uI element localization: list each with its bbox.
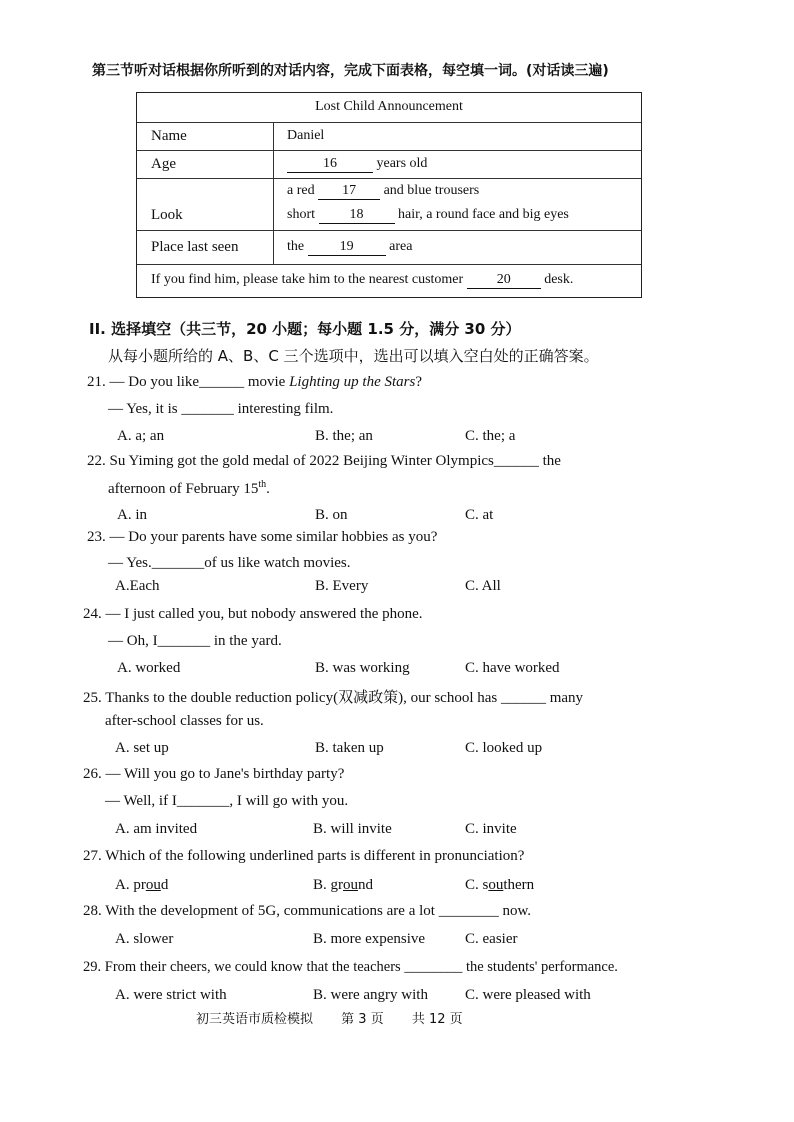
q24-option-b: B. was working <box>315 660 410 676</box>
blank-16: 16 <box>287 156 373 173</box>
q26-option-a: A. am invited <box>115 821 198 837</box>
lost-child-table <box>136 92 642 298</box>
q21-answer-line: — Yes, it is _______ interesting film. <box>108 401 334 417</box>
q27-option-a: A. proud <box>115 877 169 893</box>
question-27: 27. Which of the following underlined parts is different in pronunciation? <box>83 848 525 864</box>
q29-option-a: A. were strict with <box>115 987 227 1003</box>
name-value: Daniel <box>287 128 325 143</box>
blank-18: 18 <box>319 207 395 224</box>
look2-suffix: hair, a round face and big eyes <box>398 207 569 222</box>
footer-suffix: desk. <box>544 272 574 287</box>
age-label: Age <box>151 156 176 172</box>
blank-20: 20 <box>467 272 541 289</box>
q22-option-a: A. in <box>117 507 147 523</box>
question-25: 25. Thanks to the double reduction policy(双减政策), our school has ______ many <box>83 690 584 706</box>
section2-instruction: 从每小题所给的 A、B、C 三个选项中，选出可以填入空白处的正确答案。 <box>108 347 599 365</box>
section3-header: 第三节听对话根据你所听到的对话内容，完成下面表格，每空填一词。(对话读三遍) <box>92 63 609 79</box>
question-28: 28. With the development of 5G, communications are a lot ________ now. <box>83 903 532 919</box>
q22-option-c: C. at <box>465 507 494 523</box>
q26-line2: — Well, if I_______, I will go with you. <box>105 793 349 809</box>
question-21: 21. — Do you like______ movie Lighting up the Stars? <box>87 374 423 390</box>
q26-option-b: B. will invite <box>313 821 392 837</box>
q27-option-b: B. ground <box>313 877 373 893</box>
table-title-row <box>137 93 641 123</box>
look1-prefix: a red <box>287 183 315 198</box>
question-23: 23. — Do your parents have some similar hobbies as you? <box>87 529 438 545</box>
place-row <box>137 231 641 265</box>
q22-option-b: B. on <box>315 507 348 523</box>
name-row <box>137 123 641 151</box>
q25-option-c: C. looked up <box>465 740 543 756</box>
q28-option-c: C. easier <box>465 931 518 947</box>
page-footer <box>196 1008 487 1027</box>
q28-option-a: A. slower <box>115 931 174 947</box>
blank-19: 19 <box>308 239 386 256</box>
q25-option-b: B. taken up <box>315 740 384 756</box>
q29-option-b: B. were angry with <box>313 987 428 1003</box>
q24-option-a: A. worked <box>117 660 181 676</box>
q21-option-b: B. the; an <box>315 428 373 444</box>
place-prefix: the <box>287 239 305 254</box>
name-label: Name <box>151 128 187 144</box>
q26-option-c: C. invite <box>465 821 517 837</box>
age-suffix: years old <box>376 156 428 171</box>
question-22: 22. Su Yiming got the gold medal of 2022 Beijing Winter Olympics______ the <box>87 453 561 469</box>
q23-option-c: C. All <box>465 578 501 594</box>
q28-option-b: B. more expensive <box>313 931 426 947</box>
look-label: Look <box>151 207 183 223</box>
look1-suffix: and blue trousers <box>383 183 480 198</box>
footer-total: 共 12 页 <box>411 1012 463 1027</box>
table-title: Lost Child Announcement <box>315 99 463 114</box>
age-row <box>137 151 641 179</box>
q21-option-c: C. the; a <box>465 428 516 444</box>
column-divider <box>273 123 274 265</box>
q23-option-a: A.Each <box>115 578 160 594</box>
q24-option-c: C. have worked <box>465 660 560 676</box>
q22-line2: afternoon of February 15th. <box>108 479 270 497</box>
place-label: Place last seen <box>151 239 239 255</box>
footer-page: 第 3 页 <box>341 1012 384 1027</box>
q27-option-c: C. southern <box>465 877 535 893</box>
q25-line2: after-school classes for us. <box>105 713 264 729</box>
q29-option-c: C. were pleased with <box>465 987 591 1003</box>
question-24: 24. — I just called you, but nobody answered the phone. <box>83 606 423 622</box>
q24-line2: — Oh, I_______ in the yard. <box>108 633 282 649</box>
q23-line2: — Yes._______of us like watch movies. <box>108 555 351 571</box>
footer-subject: 初三英语市质检模拟 <box>196 1012 314 1027</box>
look2-prefix: short <box>287 207 315 222</box>
q21-option-a: A. a; an <box>117 428 165 444</box>
q25-option-a: A. set up <box>115 740 169 756</box>
footer-prefix: If you find him, please take him to the nearest customer <box>151 272 464 287</box>
look-row <box>137 179 641 231</box>
question-29: 29. From their cheers, we could know that the teachers ________ the students' performance. <box>83 959 618 975</box>
question-26: 26. — Will you go to Jane's birthday party? <box>83 766 345 782</box>
q23-option-b: B. Every <box>315 578 369 594</box>
table-footer-row <box>137 265 641 297</box>
place-suffix: area <box>389 239 413 254</box>
section2-title: II. 选择填空（共三节，20 小题；每小题 1.5 分，满分 30 分） <box>89 320 521 338</box>
blank-17: 17 <box>318 183 380 200</box>
